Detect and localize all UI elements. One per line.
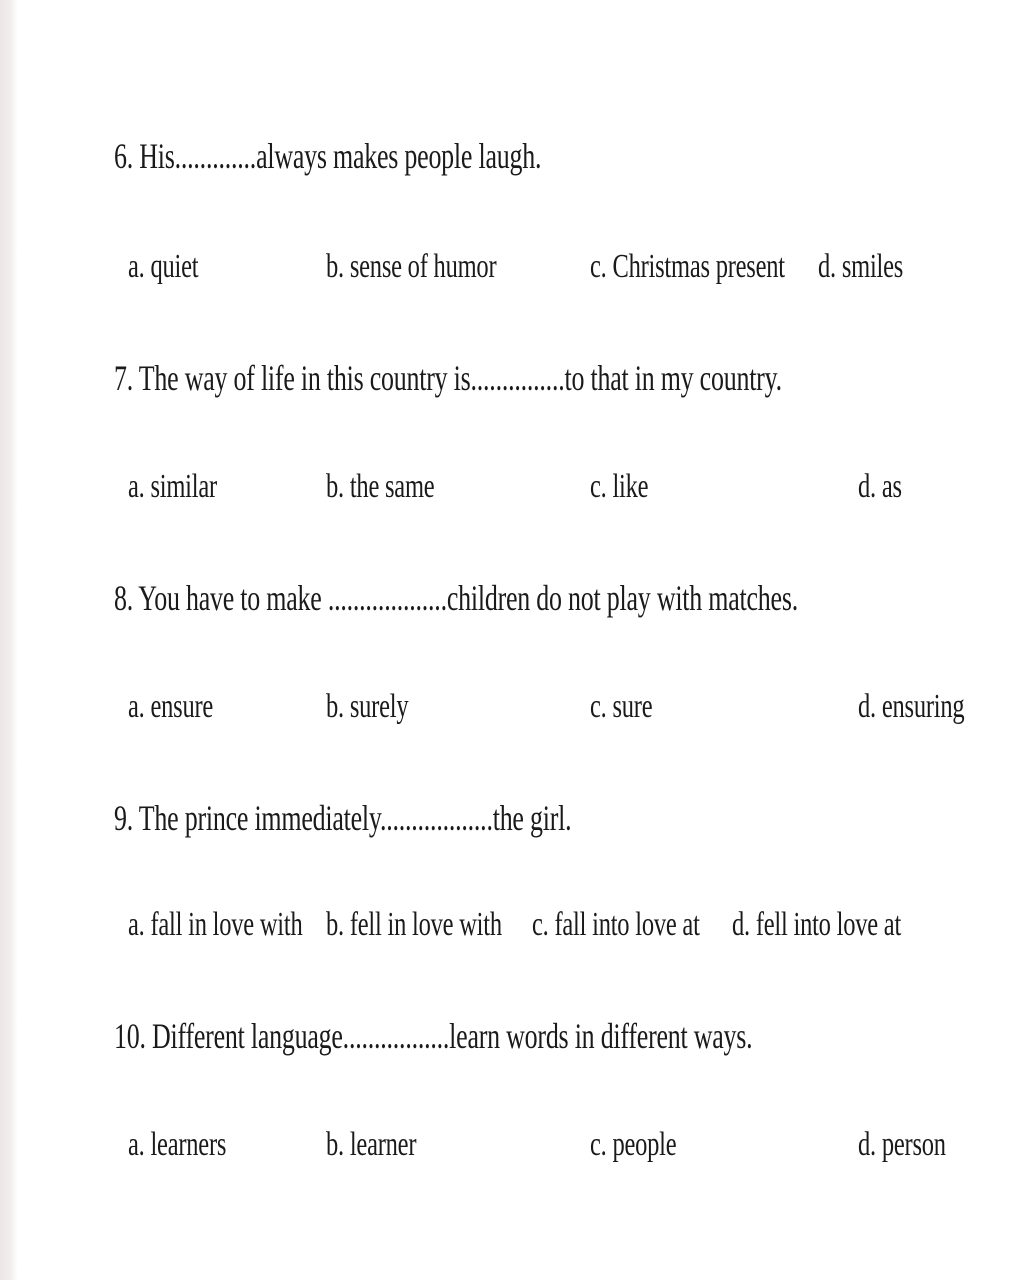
question-8: 8. You have to make ...................children do not play with matches. bbox=[114, 578, 798, 618]
option-6c: c. Christmas present bbox=[590, 248, 785, 285]
option-7d: d. as bbox=[858, 468, 902, 505]
option-8d: d. ensuring bbox=[858, 688, 965, 725]
option-7b: b. the same bbox=[326, 468, 435, 505]
option-9c: c. fall into love at bbox=[532, 906, 700, 943]
option-6d: d. smiles bbox=[818, 248, 904, 285]
option-8a: a. ensure bbox=[128, 688, 214, 725]
question-9: 9. The prince immediately..................the girl. bbox=[114, 798, 572, 838]
option-10d: d. person bbox=[858, 1126, 946, 1163]
question-6: 6. His.............always makes people laugh. bbox=[114, 136, 542, 176]
option-7a: a. similar bbox=[128, 468, 217, 505]
option-6a: a. quiet bbox=[128, 248, 199, 285]
option-10c: c. people bbox=[590, 1126, 677, 1163]
option-10b: b. learner bbox=[326, 1126, 417, 1163]
option-8b: b. surely bbox=[326, 688, 409, 725]
option-9b: b. fell in love with bbox=[326, 906, 502, 943]
page-left-edge bbox=[0, 0, 18, 1280]
option-10a: a. learners bbox=[128, 1126, 227, 1163]
option-8c: c. sure bbox=[590, 688, 653, 725]
option-9d: d. fell into love at bbox=[732, 906, 902, 943]
question-10: 10. Different language.................learn words in different ways. bbox=[114, 1016, 753, 1056]
option-9a: a. fall in love with bbox=[128, 906, 303, 943]
option-7c: c. like bbox=[590, 468, 649, 505]
question-7: 7. The way of life in this country is...............to that in my country. bbox=[114, 358, 782, 398]
option-6b: b. sense of humor bbox=[326, 248, 497, 285]
